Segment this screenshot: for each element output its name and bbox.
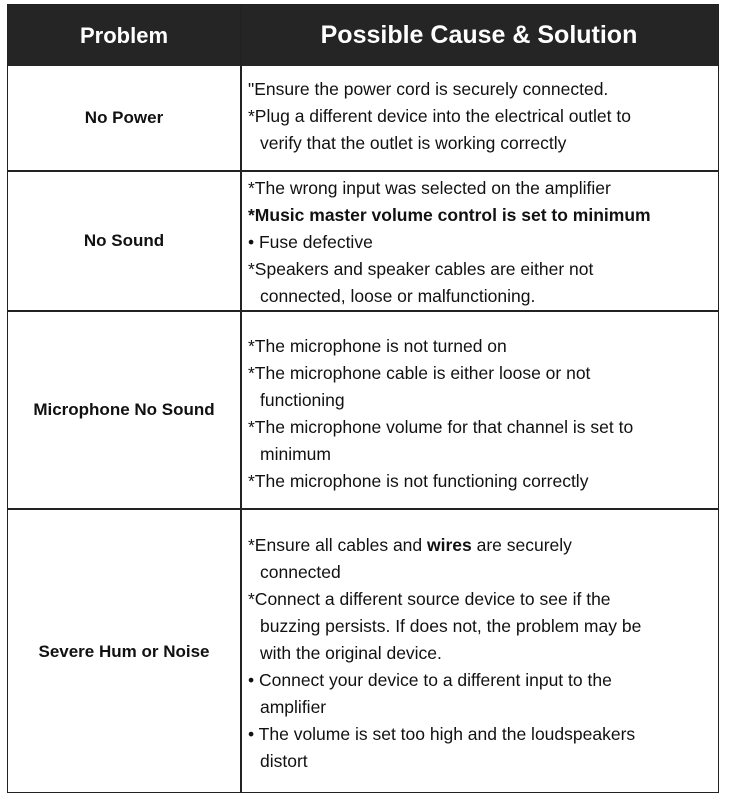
solution-text: *Ensure all cables and [248,535,427,555]
solution-line: "Ensure the power cord is securely connected. [248,79,609,99]
problem-severe-hum-or-noise: Severe Hum or Noise [38,641,210,661]
solution-no-sound [248,175,704,310]
solution-line: connected [260,562,341,582]
solution-line: connected, loose or malfunctioning. [260,286,536,306]
solution-line: *The microphone is not turned on [248,336,507,356]
solution-severe-hum-or-noise [248,532,704,775]
solution-line: distort [260,751,308,771]
solution-line: *Music master volume control is set to minimum [248,205,651,225]
column-divider [240,5,242,792]
troubleshooting-table [7,4,719,793]
solution-line: amplifier [260,697,327,717]
problem-microphone-no-sound: Microphone No Sound [33,400,215,419]
solution-line: *The wrong input was selected on the amplifier [248,178,611,198]
header-cause-solution: Possible Cause & Solution [320,21,638,49]
solution-line: • The volume is set too high and the loudspeakers [248,724,636,744]
solution-line: functioning [260,390,345,410]
header-problem: Problem [79,22,169,48]
solution-line: minimum [260,444,331,464]
solution-line: • Connect your device to a different input to the [248,670,612,690]
problem-no-sound: No Sound [83,231,165,250]
solution-line: *The microphone volume for that channel is set to [248,417,634,437]
solution-line: *Speakers and speaker cables are either not [248,259,594,279]
solution-text-bold: wires [427,535,472,555]
solution-line: *Connect a different source device to see if the [248,589,611,609]
table-header [8,5,718,66]
solution-line: *The microphone is not functioning correctly [248,471,589,491]
solution-no-power [248,76,704,157]
solution-line: buzzing persists. If does not, the problem may be [260,616,642,636]
solution-microphone-no-sound [248,333,704,495]
solution-line: *Plug a different device into the electrical outlet to [248,106,631,126]
solution-line: verify that the outlet is working correctly [260,133,567,153]
solution-line: with the original device. [260,643,442,663]
solution-line: • Fuse defective [248,232,373,252]
solution-text: are securely [471,535,572,555]
solution-line [248,532,704,559]
problem-no-power: No Power [84,108,164,127]
solution-line: *The microphone cable is either loose or not [248,363,591,383]
